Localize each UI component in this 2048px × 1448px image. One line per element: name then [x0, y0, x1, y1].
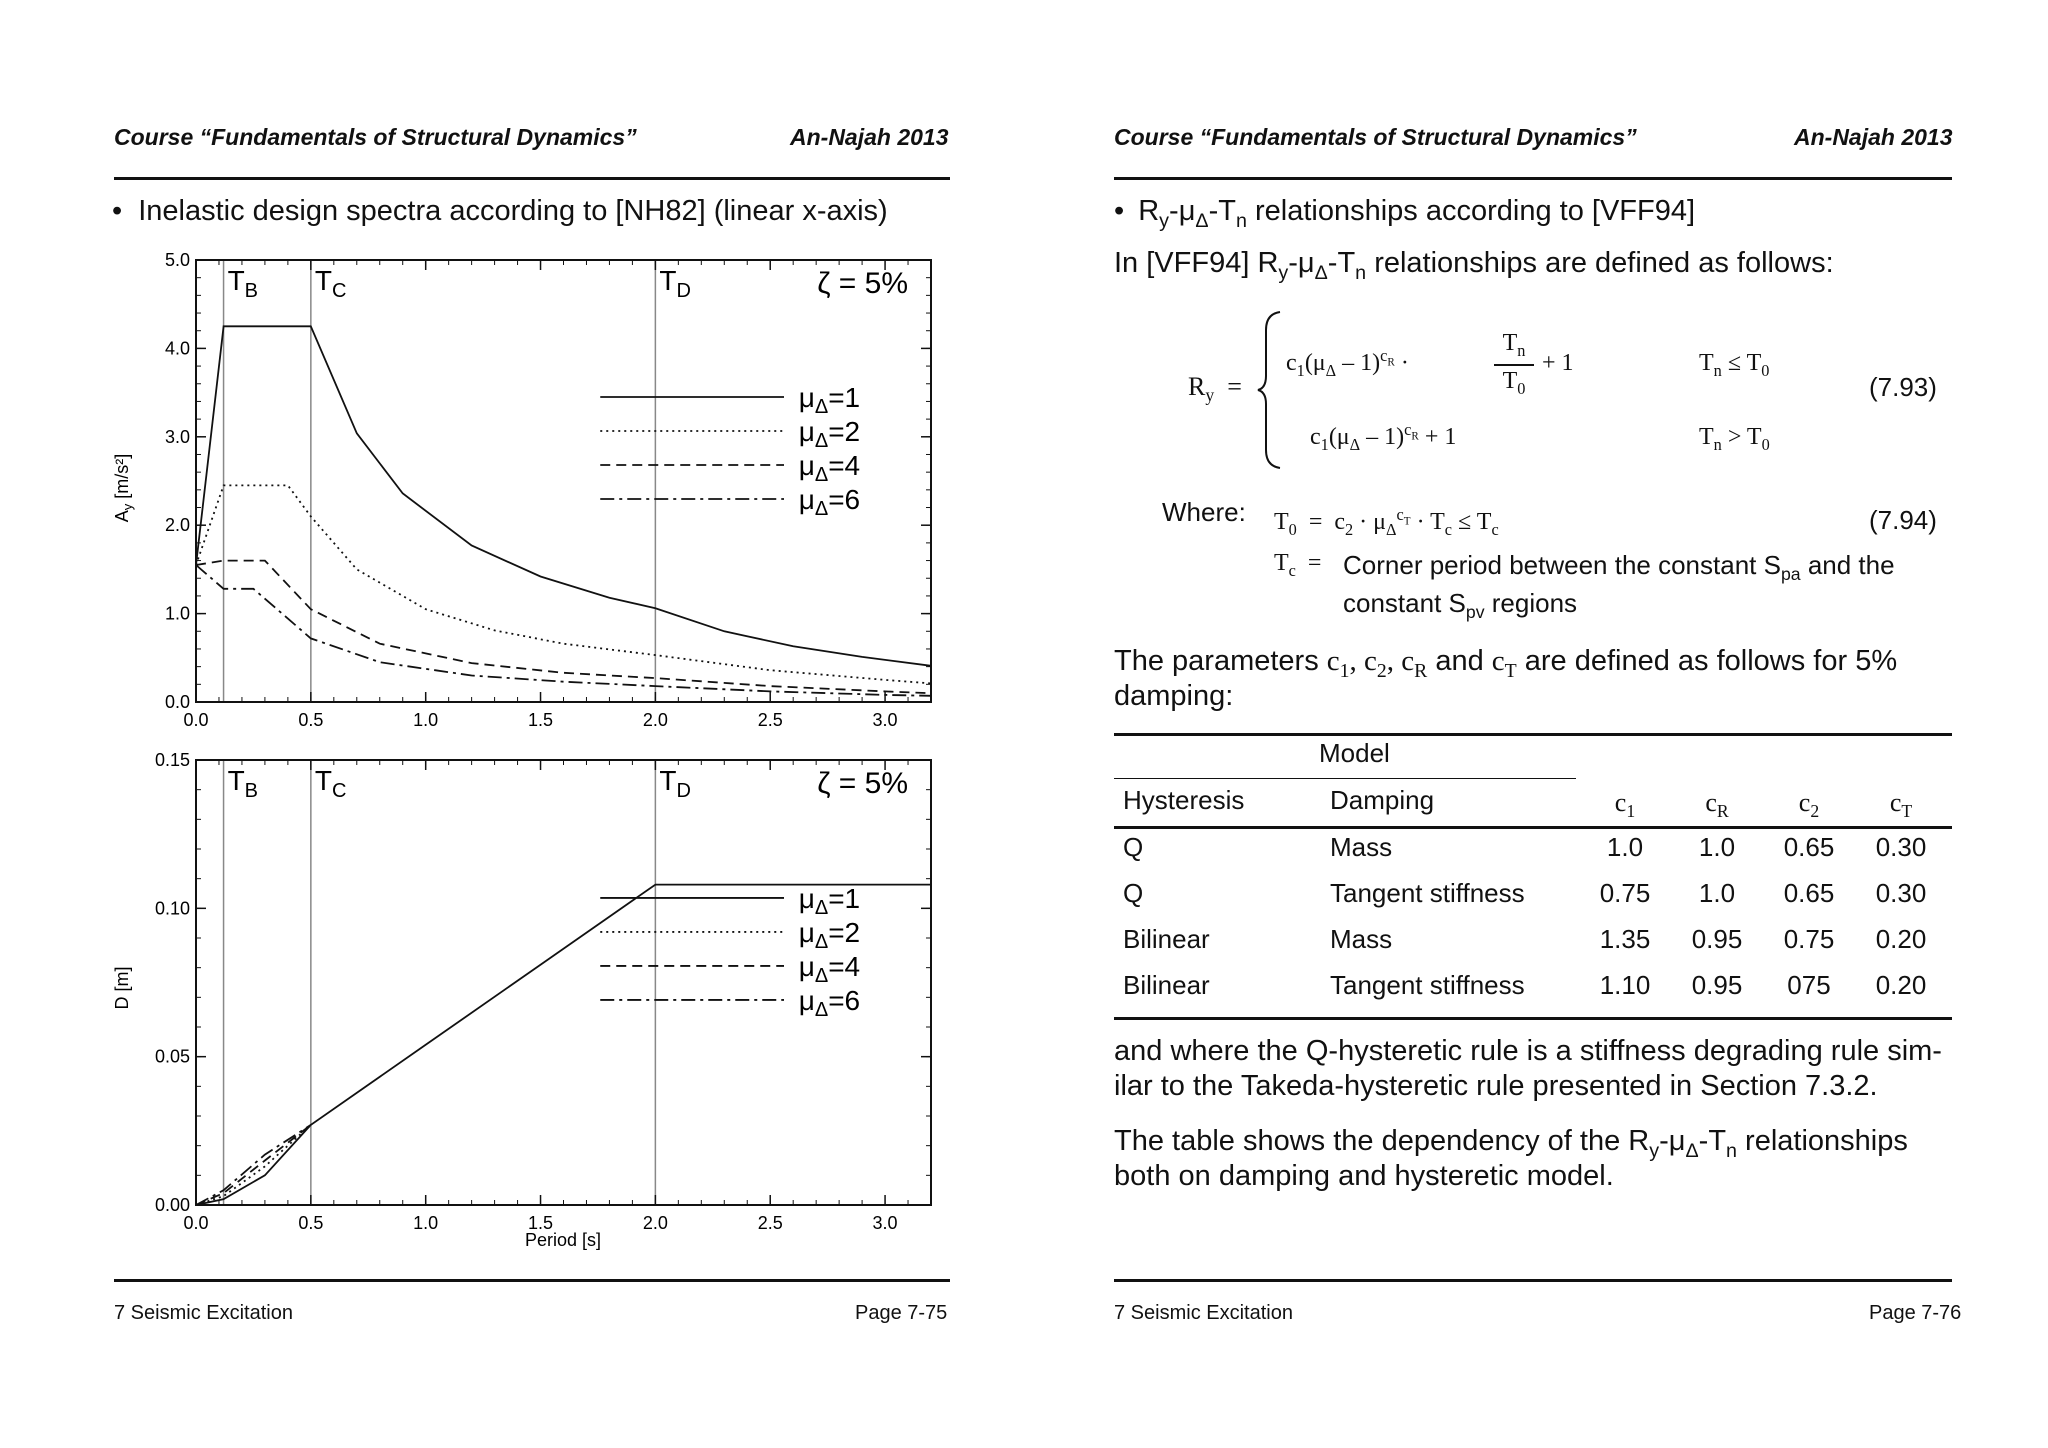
legend-label: $\mu_\Delta=2$: [798, 916, 861, 953]
legend-label: $\mu_\Delta=4$: [798, 950, 861, 987]
x-tick-label: 2.0: [642, 710, 668, 730]
legend-label: $\mu_\Delta=6$: [798, 484, 861, 521]
y-tick-label: 3.0: [164, 426, 190, 447]
table-group-header: Model: [1319, 738, 1390, 768]
bullet-dot: •: [112, 195, 123, 227]
table-cell: 1.35: [1599, 924, 1651, 954]
x-tick-label: 1.5: [528, 1213, 554, 1233]
series-line: [196, 326, 931, 666]
table-cell: Mass: [1330, 924, 1393, 954]
paragraph-line: both on damping and hysteretic model.: [1114, 1160, 1614, 1192]
table-cell: 1.10: [1599, 970, 1651, 1000]
period-marker-label: $T_C$: [314, 765, 347, 802]
intro-text: In [VFF94] $R_y-\mu_\Delta-T_n$ relationships are defined as follows:: [1114, 247, 1834, 284]
legend-label: $\mu_\Delta=6$: [798, 984, 861, 1021]
x-tick-label: 3.0: [872, 710, 898, 730]
col-header-damping: Damping: [1330, 785, 1435, 815]
where-label: Where:: [1162, 497, 1246, 527]
table-cell: Bilinear: [1123, 970, 1210, 1000]
equation-number: (7.93): [1869, 372, 1937, 402]
bullet-text: Inelastic design spectra according to [NH82] (linear x-axis): [138, 195, 888, 227]
y-axis-label: $A_y$ [m/s²]: [112, 453, 135, 523]
table-cell: Mass: [1330, 832, 1393, 862]
paragraph-line: ilar to the Takeda-hysteretic rule presented in Section 7.3.2.: [1114, 1070, 1878, 1102]
y-tick-label: 0.0: [164, 692, 190, 712]
period-marker-label: $T_D$: [659, 265, 691, 302]
y-tick-label: 0.00: [154, 1195, 190, 1215]
table-cell: 0.95: [1691, 970, 1743, 1000]
x-tick-label: 2.0: [642, 1213, 668, 1233]
header-course-title: Course “Fundamentals of Structural Dynamics”: [114, 124, 637, 150]
acceleration-spectrum-chart: [100, 248, 960, 738]
table-cell: 0.30: [1875, 878, 1927, 908]
x-tick-label: 0.5: [298, 710, 324, 730]
tc-definition-line1: Corner period between the constant $S_{pa}$ and the: [1343, 550, 1895, 585]
left-brace-icon: [1256, 310, 1286, 470]
params-text: The parameters $c_1$, $c_2$, $c_R$ and $c_T$ are defined as follows for 5%: [1114, 645, 1898, 682]
paragraph-line: and where the Q-hysteretic rule is a stiffness degrading rule sim-: [1114, 1035, 1942, 1067]
x-axis-label: Period [s]: [524, 1230, 602, 1250]
footer-rule: [1114, 1279, 1952, 1282]
x-tick-label: 0.5: [298, 1213, 324, 1233]
header-course-title: Course “Fundamentals of Structural Dynamics”: [1114, 124, 1637, 150]
bullet-text: $R_y-\mu_\Delta-T_n$ relationships according to [VFF94]: [1138, 195, 1696, 232]
table-cell: Tangent stiffness: [1330, 970, 1525, 1000]
table-cell: Tangent stiffness: [1330, 878, 1525, 908]
tc-definition-line2: constant $S_{pv}$ regions: [1343, 588, 1578, 623]
legend-label: $\mu_\Delta=2$: [798, 416, 861, 453]
damping-annotation: ζ = 5%: [817, 767, 908, 800]
y-tick-label: 5.0: [164, 250, 190, 270]
series-line: [196, 561, 931, 694]
y-tick-label: 0.05: [154, 1046, 190, 1067]
y-tick-label: 1.0: [164, 603, 190, 624]
bullet-point: [1114, 195, 1695, 233]
displacement-spectrum-chart: [100, 748, 960, 1268]
table-cell: Q: [1123, 832, 1144, 862]
table-cell: 075: [1787, 970, 1831, 1000]
legend-label: $\mu_\Delta=1$: [798, 882, 861, 919]
period-marker-label: $T_C$: [314, 265, 347, 302]
damping-annotation: ζ = 5%: [817, 267, 908, 300]
x-tick-label: 0.0: [183, 1213, 209, 1233]
footer-chapter: 7 Seismic Excitation: [1114, 1302, 1293, 1324]
table-cell: Q: [1123, 878, 1144, 908]
header-rule: [114, 177, 950, 180]
legend-label: $\mu_\Delta=4$: [798, 450, 861, 487]
table-cell: 0.20: [1875, 924, 1927, 954]
legend-label: $\mu_\Delta=1$: [798, 382, 861, 419]
table-cell: 1.0: [1698, 832, 1736, 862]
table-top-rule: [1114, 733, 1952, 736]
params-text-line2: damping:: [1114, 680, 1234, 712]
footer-rule: [114, 1279, 950, 1282]
col-header-cR: $c_R$: [1705, 788, 1729, 822]
x-tick-label: 1.0: [413, 1213, 439, 1233]
table-bottom-rule: [1114, 1017, 1952, 1020]
table-cell: 0.65: [1783, 878, 1835, 908]
equation-7-94: $T_0 = c_2 \cdot \mu_\Delta^{c_T} \cdot T_c \le T_c$: [1274, 505, 1499, 539]
x-tick-label: 2.5: [757, 1213, 783, 1233]
x-tick-label: 1.5: [528, 710, 554, 730]
table-cell: 0.30: [1875, 832, 1927, 862]
header-year: An-Najah 2013: [790, 124, 949, 150]
footer-chapter: 7 Seismic Excitation: [114, 1302, 293, 1324]
y-tick-label: 0.10: [154, 898, 190, 919]
table-cell: 1.0: [1606, 832, 1644, 862]
y-tick-label: 4.0: [164, 338, 190, 359]
footer-page-number: Page 7-76: [1869, 1302, 1962, 1324]
x-tick-label: 3.0: [872, 1213, 898, 1233]
table-cell: 1.0: [1698, 878, 1736, 908]
table-cell: 0.95: [1691, 924, 1743, 954]
y-axis-label: D [m]: [112, 966, 132, 1010]
bullet-dot: •: [1114, 195, 1125, 227]
x-tick-label: 2.5: [757, 710, 783, 730]
header-rule: [1114, 177, 1952, 180]
y-tick-label: 0.15: [154, 750, 190, 770]
col-header-cT: $c_T$: [1889, 788, 1913, 822]
tc-symbol: $T_c$ =: [1274, 550, 1322, 580]
right-page: [1024, 0, 2048, 1448]
table-cell: Bilinear: [1123, 924, 1210, 954]
table-cell: 0.20: [1875, 970, 1927, 1000]
y-tick-label: 2.0: [164, 515, 190, 536]
equation-7-93: $R_y$ = $c_1(\mu_\Delta - 1)^{c_R}$ · $T_n$ $T_0$ + 1 $T_n \le T_0$ $c_1(\mu_\Delta - 1)^{c_R} + 1$ $T_n > T_0$: [1164, 300, 1964, 475]
table-group-rule: [1114, 778, 1576, 779]
series-line: [196, 1125, 311, 1205]
footer-page-number: Page 7-75: [855, 1302, 948, 1324]
paragraph-line: The table shows the dependency of the $R_y-\mu_\Delta-T_n$ relationships: [1114, 1125, 1908, 1162]
col-header-c1: $c_1$: [1614, 788, 1636, 822]
table-cell: 0.65: [1783, 832, 1835, 862]
col-header-hysteresis: Hysteresis: [1123, 785, 1245, 815]
equation-number: (7.94): [1869, 505, 1937, 535]
table-cell: 0.75: [1599, 878, 1651, 908]
x-tick-label: 1.0: [413, 710, 439, 730]
bullet-point: [112, 195, 888, 228]
table-header-rule: [1114, 826, 1952, 829]
period-marker-label: $T_B$: [227, 265, 259, 302]
period-marker-label: $T_B$: [227, 765, 259, 802]
col-header-c2: $c_2$: [1798, 788, 1820, 822]
series-line: [196, 565, 931, 696]
header-year: An-Najah 2013: [1794, 124, 1953, 150]
period-marker-label: $T_D$: [659, 765, 691, 802]
table-cell: 0.75: [1783, 924, 1835, 954]
x-tick-label: 0.0: [183, 710, 209, 730]
